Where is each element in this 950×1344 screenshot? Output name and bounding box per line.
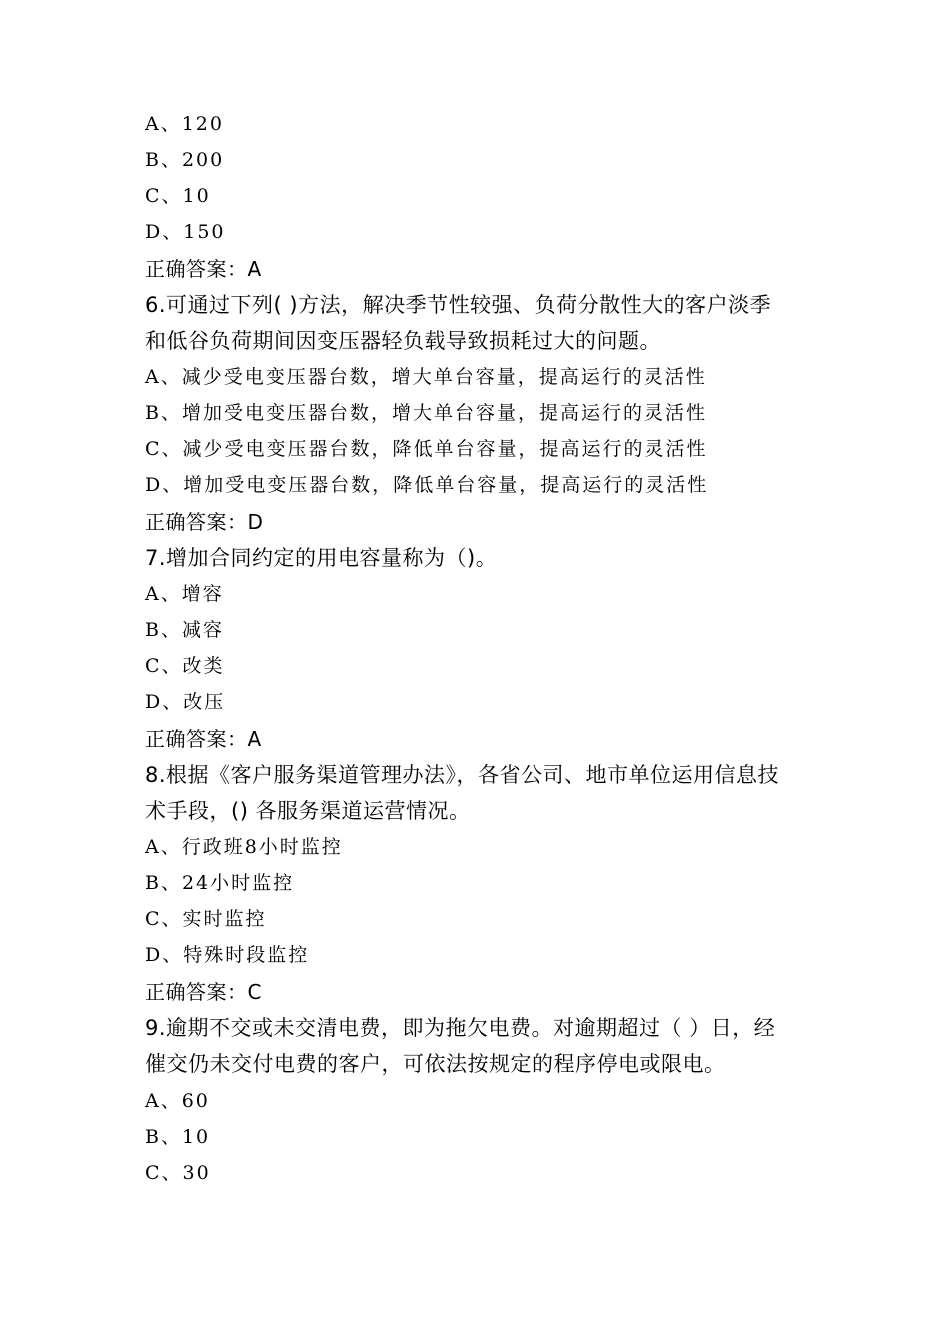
correct-answer: 正确答案：A — [145, 257, 262, 281]
option-c: C、30 — [145, 1162, 211, 1184]
question-text-line-2: 术手段，() 各服务渠道运营情况。 — [145, 799, 471, 823]
option-c: C、实时监控 — [145, 908, 267, 930]
question-text-line-1: 7.增加合同约定的用电容量称为（)。 — [145, 546, 498, 570]
option-b: B、减容 — [145, 619, 224, 641]
option-d: D、改压 — [145, 691, 226, 713]
question-text-line-1: 6.可通过下列( )方法，解决季节性较强、负荷分散性大的客户淡季 — [145, 293, 772, 317]
correct-answer: 正确答案：D — [145, 510, 264, 534]
option-b: B、24小时监控 — [145, 872, 295, 894]
option-c: C、减少受电变压器台数，降低单台容量，提高运行的灵活性 — [145, 438, 708, 460]
question-text-line-2: 催交仍未交付电费的客户，可依法按规定的程序停电或限电。 — [145, 1052, 726, 1076]
option-a: A、60 — [145, 1090, 210, 1112]
option-c: C、10 — [145, 185, 211, 207]
option-c: C、改类 — [145, 655, 225, 677]
option-d: D、增加受电变压器台数，降低单台容量，提高运行的灵活性 — [145, 474, 709, 496]
option-d: D、150 — [145, 221, 226, 243]
option-b: B、200 — [145, 149, 225, 171]
correct-answer: 正确答案：A — [145, 727, 262, 751]
option-a: A、减少受电变压器台数，增大单台容量，提高运行的灵活性 — [145, 366, 707, 388]
option-a: A、行政班8小时监控 — [145, 836, 343, 858]
question-text-line-1: 8.根据《客户服务渠道管理办法》，各省公司、地市单位运用信息技 — [145, 763, 780, 787]
option-b: B、增加受电变压器台数，增大单台容量，提高运行的灵活性 — [145, 402, 707, 424]
option-a: A、增容 — [145, 583, 224, 605]
correct-answer: 正确答案：C — [145, 980, 262, 1004]
option-a: A、120 — [145, 113, 224, 135]
option-d: D、特殊时段监控 — [145, 944, 310, 966]
question-text-line-2: 和低谷负荷期间因变压器轻负载导致损耗过大的问题。 — [145, 329, 661, 353]
question-text-line-1: 9.逾期不交或未交清电费，即为拖欠电费。对逾期超过（ ）日，经 — [145, 1016, 776, 1040]
option-b: B、10 — [145, 1126, 211, 1148]
